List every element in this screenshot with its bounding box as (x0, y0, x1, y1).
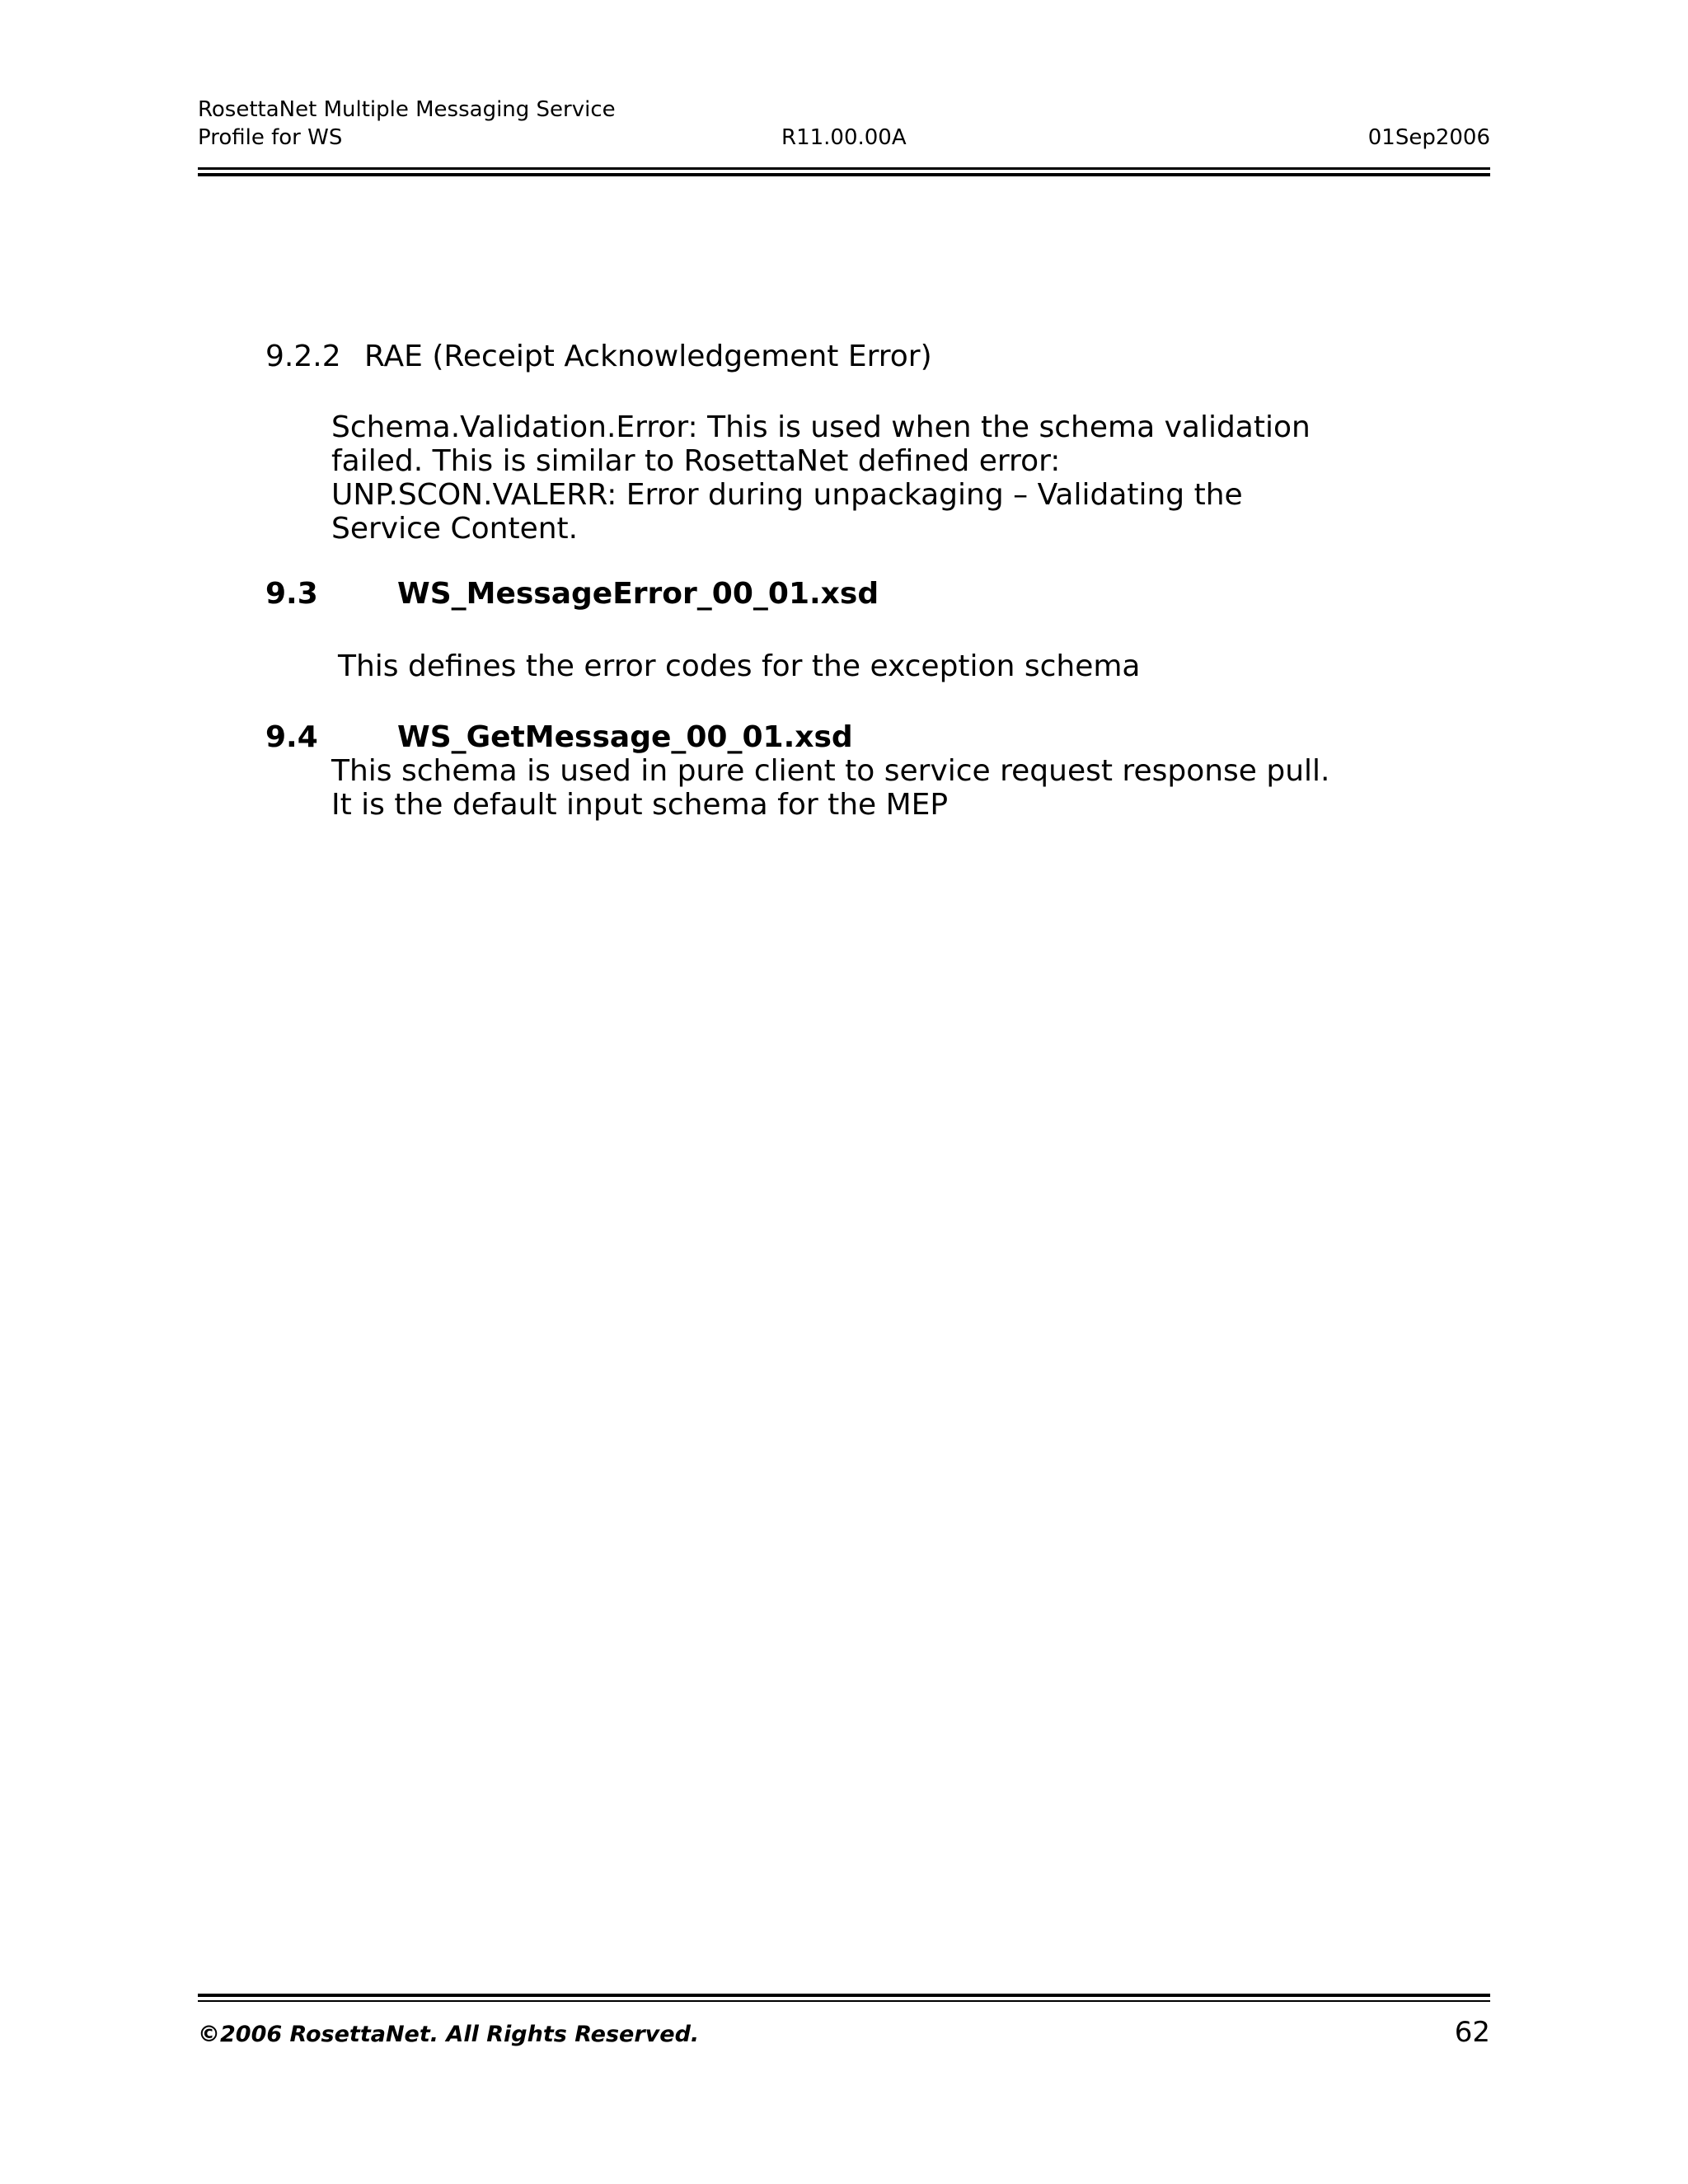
paragraph-9-4 (331, 754, 1330, 822)
header-rule (198, 167, 1490, 176)
section-heading-9-3 (265, 577, 879, 611)
section-title: WS_MessageError_00_01.xsd (397, 577, 879, 611)
header-title-line-1: RosettaNet Multiple Messaging Service (198, 97, 616, 122)
header-release: R11.00.00A (781, 125, 907, 150)
paragraph-line: This defines the error codes for the exception schema (338, 649, 1141, 683)
subsection-number: 9.2.2 (265, 340, 341, 373)
page-header (198, 96, 1490, 155)
paragraph-line: This schema is used in pure client to service request response pull. (331, 754, 1330, 788)
section-heading-9-4 (265, 720, 853, 754)
paragraph-line: failed. This is similar to RosettaNet defined error: (331, 444, 1061, 478)
section-number: 9.4 (265, 720, 318, 754)
header-title-line-2: Profile for WS (198, 125, 343, 150)
footer-rule (198, 1994, 1490, 2003)
paragraph-line: Schema.Validation.Error: This is used when the schema validation (331, 410, 1311, 444)
header-date: 01Sep2006 (1367, 125, 1490, 150)
section-title: WS_GetMessage_00_01.xsd (397, 720, 853, 754)
footer-copyright: ©2006 RosettaNet. All Rights Reserved. (198, 2022, 700, 2047)
paragraph-9-2-2 (331, 410, 1311, 546)
paragraph-line: It is the default input schema for the MEP (331, 788, 949, 822)
paragraph-line: Service Content. (331, 512, 579, 546)
page-number: 62 (1454, 2016, 1490, 2049)
section-number: 9.3 (265, 577, 318, 611)
paragraph-9-3 (338, 649, 1140, 683)
subsection-title: RAE (Receipt Acknowledgement Error) (364, 340, 932, 373)
subsection-heading-9-2-2 (265, 340, 932, 373)
paragraph-line: UNP.SCON.VALERR: Error during unpackaging – Validating the (331, 478, 1243, 512)
